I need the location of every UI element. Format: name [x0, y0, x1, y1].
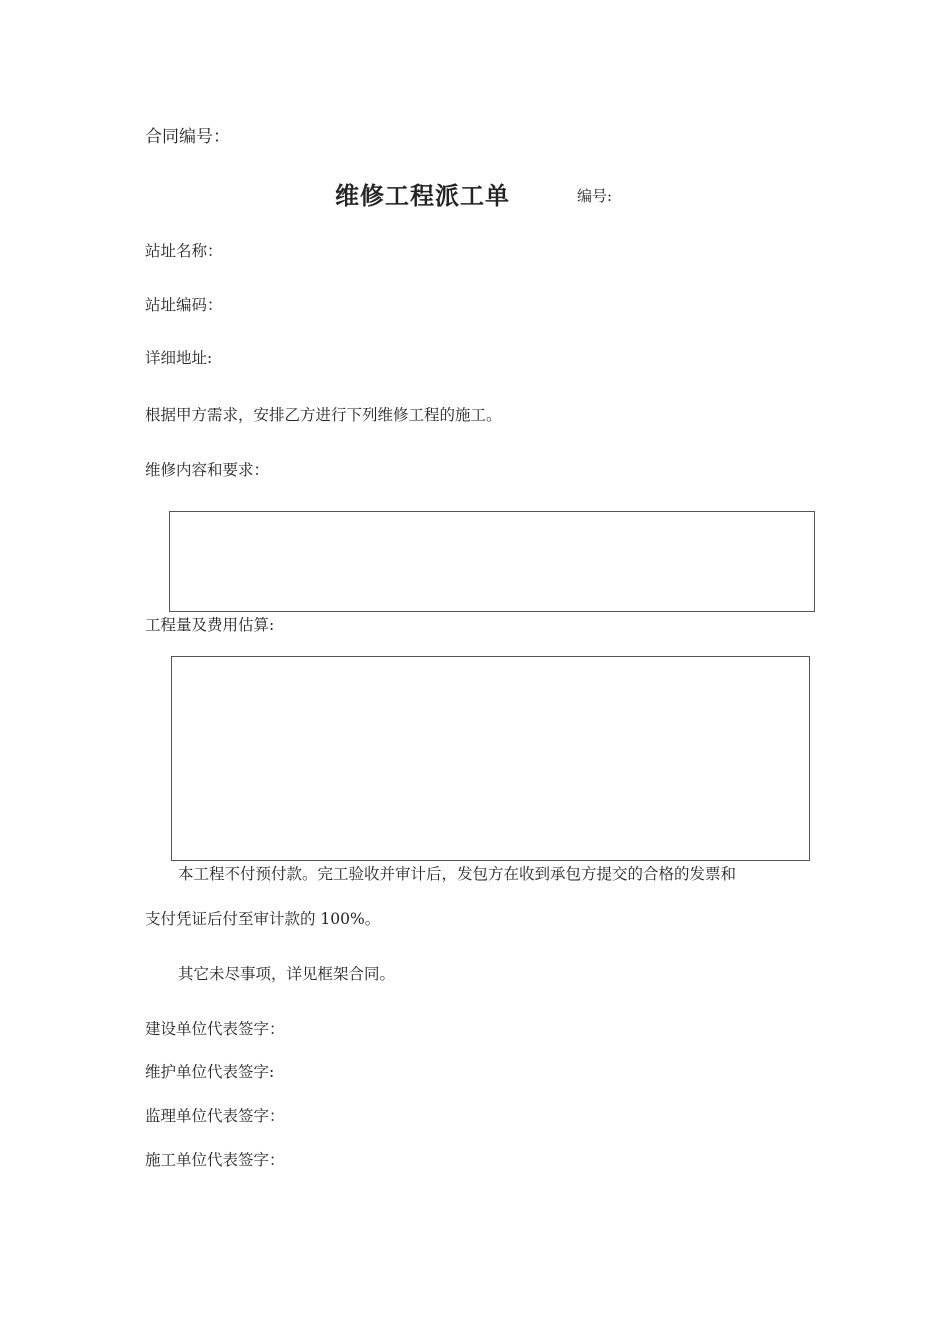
content-requirements-box[interactable]: [169, 511, 815, 612]
intro-text: 根据甲方需求，安排乙方进行下列维修工程的施工。: [145, 406, 502, 424]
contractor-signature-label: 施工单位代表签字：: [145, 1151, 285, 1169]
payment-terms-line-1: 本工程不付预付款。完工验收并审计后，发包方在收到承包方提交的合格的发票和: [178, 865, 737, 883]
payment-terms-line-2: 支付凭证后付至审计款的 100%。: [145, 910, 381, 928]
estimate-label: 工程量及费用估算:: [145, 616, 275, 634]
serial-number-label: 编号:: [577, 187, 613, 205]
other-terms-text: 其它未尽事项，详见框架合同。: [178, 965, 396, 983]
maintainer-signature-label: 维护单位代表签字:: [145, 1063, 275, 1081]
document-title: 维修工程派工单: [335, 182, 510, 210]
supervisor-signature-label: 监理单位代表签字：: [145, 1107, 285, 1125]
site-code-label: 站址编码：: [145, 296, 223, 314]
contract-number-label: 合同编号：: [145, 127, 230, 147]
builder-signature-label: 建设单位代表签字：: [145, 1020, 285, 1038]
content-requirements-label: 维修内容和要求：: [145, 461, 270, 479]
estimate-box[interactable]: [171, 656, 810, 861]
site-name-label: 站址名称：: [145, 242, 223, 260]
address-label: 详细地址:: [145, 349, 213, 367]
